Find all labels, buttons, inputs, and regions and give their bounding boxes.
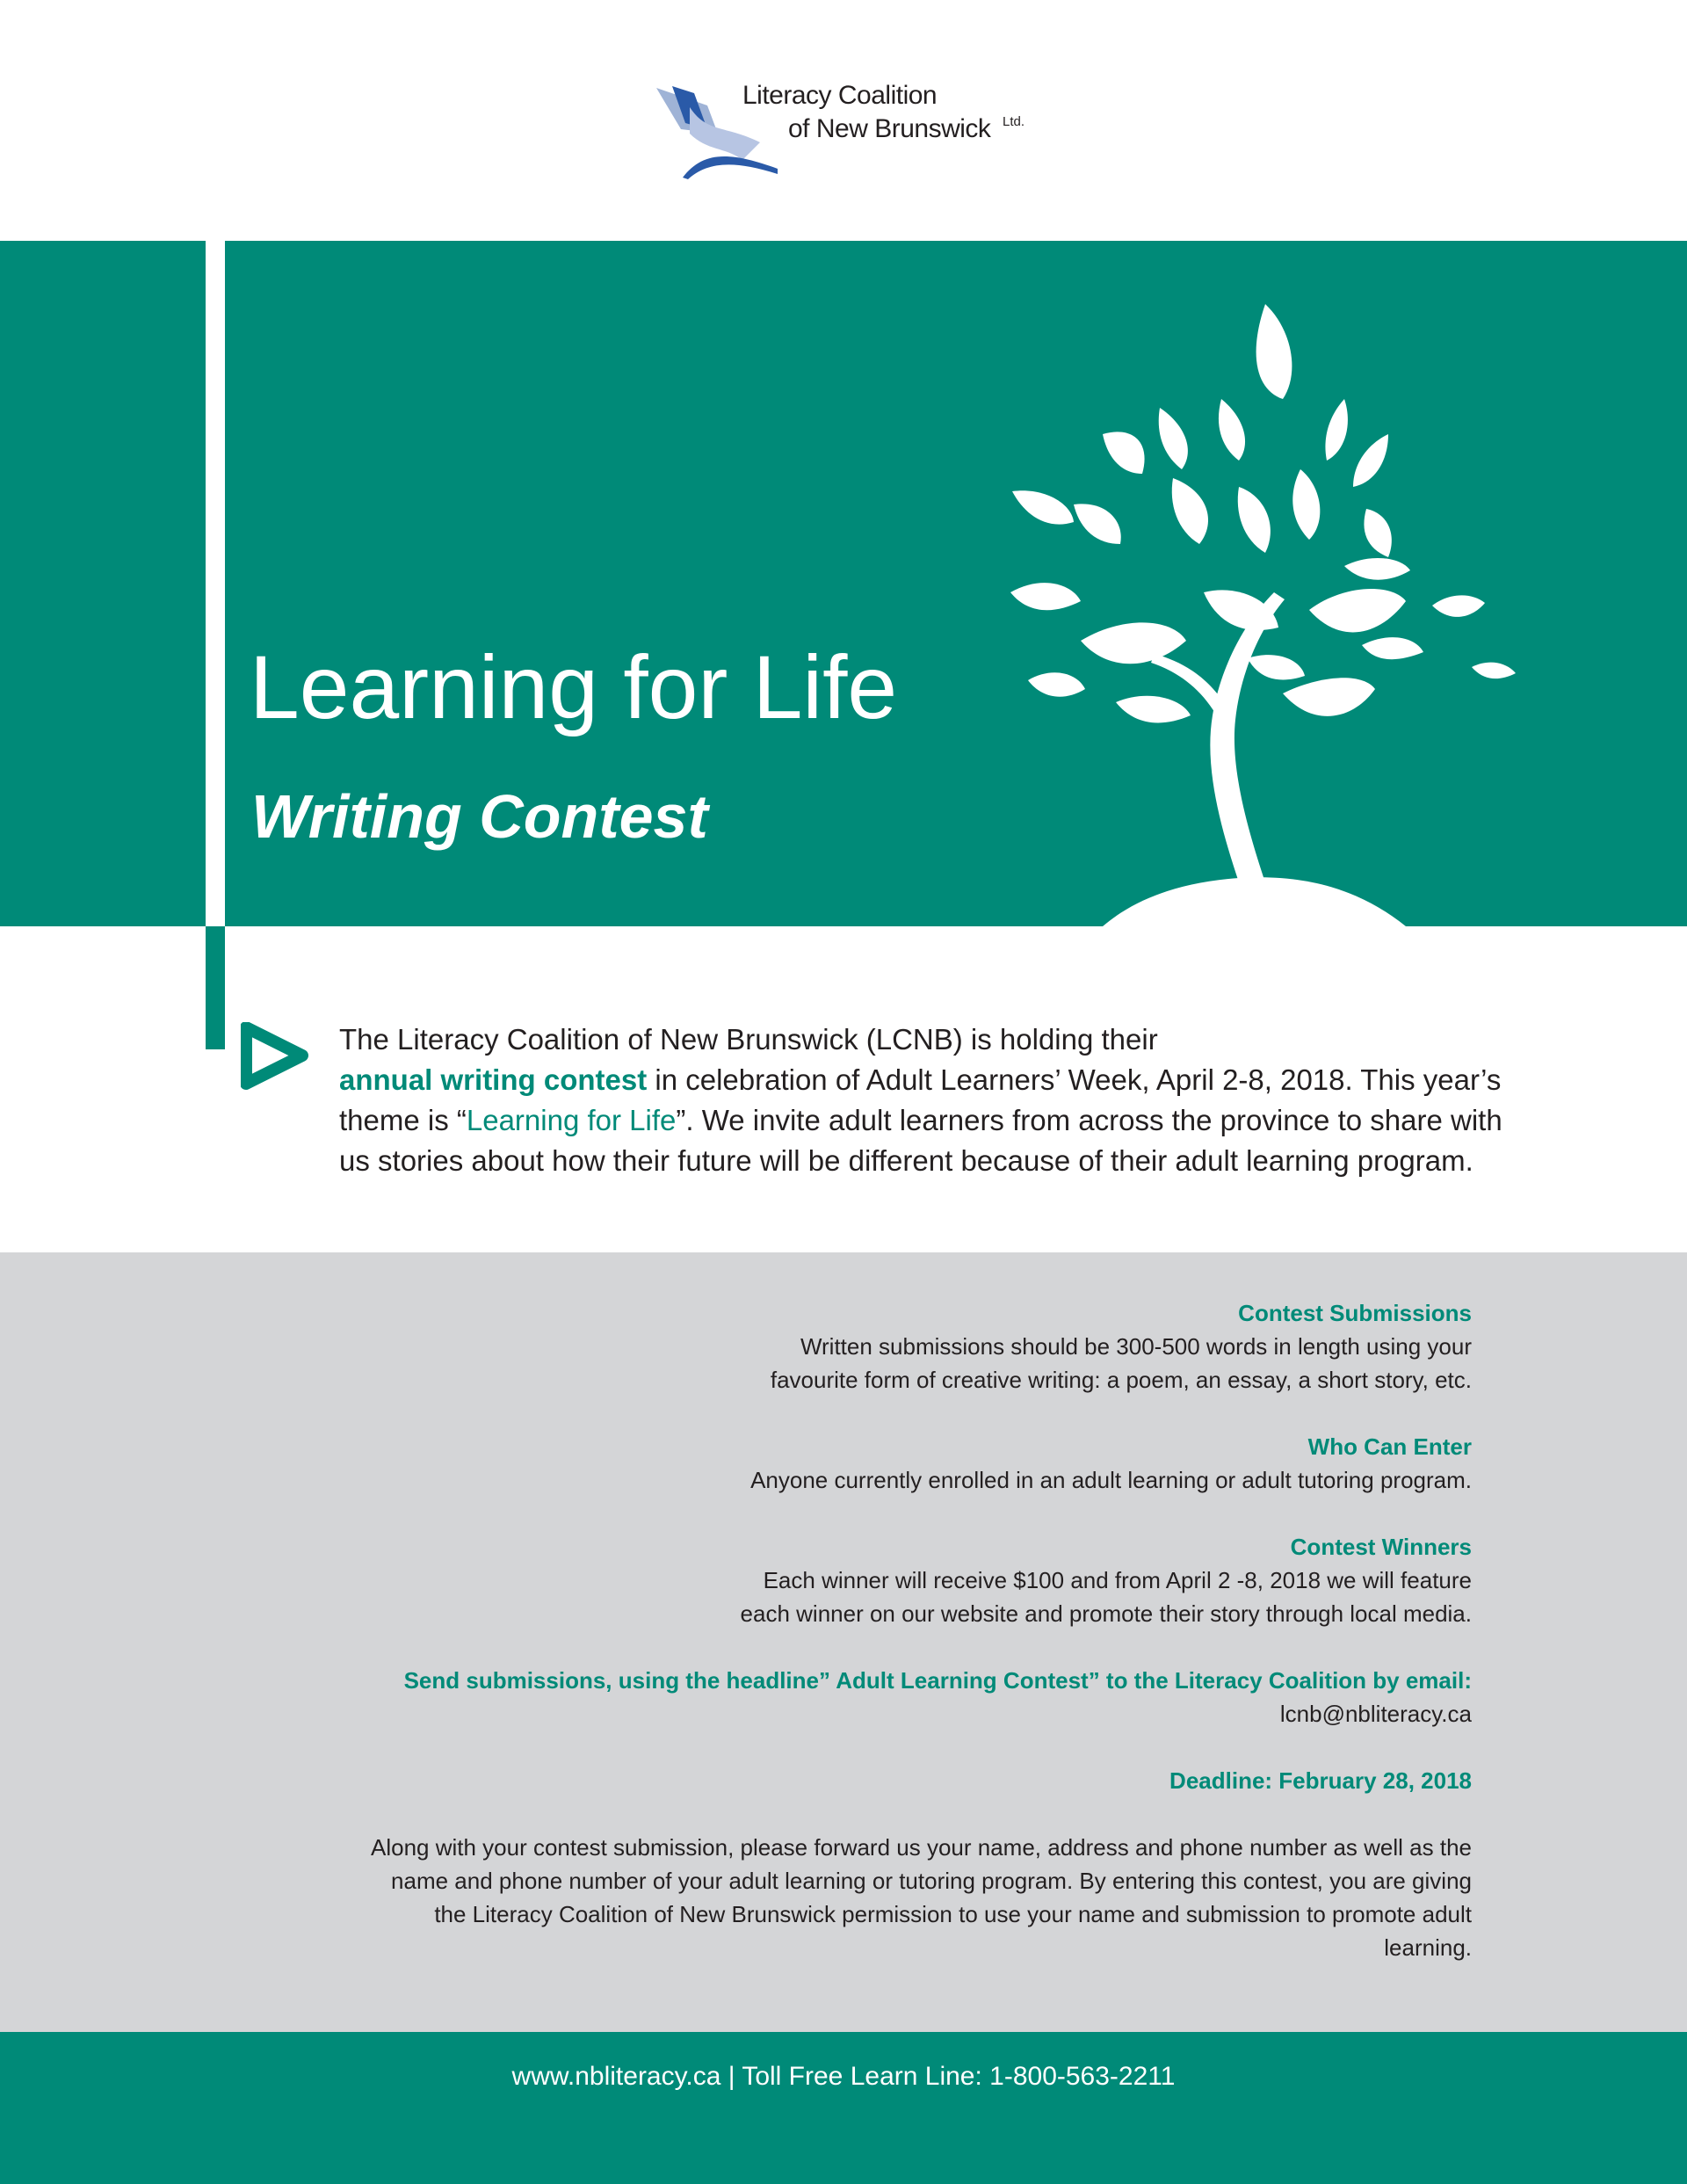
winners-line-1: Each winner will receive $100 and from April 2 -8, 2018 we will feature (763, 1567, 1472, 1593)
intro-highlight-theme: Learning for Life (466, 1104, 677, 1136)
logo-text-line1: Literacy Coalition (742, 81, 938, 110)
page-title: Learning for Life (250, 637, 898, 737)
tree-icon (975, 302, 1590, 926)
intro-text-1: The Literacy Coalition of New Brunswick (LCNB) is holding their (339, 1023, 1158, 1056)
who-text: Anyone currently enrolled in an adult learning or adult tutoring program. (750, 1467, 1472, 1493)
page-subtitle: Writing Contest (251, 782, 708, 851)
footer (0, 2032, 1687, 2184)
who-heading: Who Can Enter (1307, 1433, 1472, 1460)
hero-stripe (206, 241, 225, 926)
logo-text-line2: of New Brunswick (788, 114, 991, 143)
winners-line-2: each winner on our website and promote their story through local media. (740, 1600, 1472, 1627)
logo (655, 81, 1041, 186)
closing-line-2: name and phone number of your adult learning or tutoring program. By entering this contest, you are giving (391, 1868, 1472, 1894)
info-content (242, 1296, 1472, 1998)
play-arrow-icon (241, 1022, 311, 1092)
deadline-section (242, 1764, 1472, 1797)
intro-paragraph (339, 1019, 1517, 1181)
info-panel (0, 1252, 1687, 2032)
intro-text-3: ”. We invite adult learners from across the province to share with us stories about how their future will be different because of their adult learning program. (339, 1104, 1502, 1177)
deadline-heading: Deadline: February 28, 2018 (1169, 1767, 1472, 1794)
submissions-heading: Contest Submissions (1238, 1300, 1472, 1326)
closing-line-3: the Literacy Coalition of New Brunswick permission to use your name and submission to promote adult (434, 1901, 1472, 1927)
intro-highlight-contest: annual writing contest (339, 1063, 648, 1096)
submissions-section (242, 1296, 1472, 1397)
winners-heading: Contest Winners (1290, 1534, 1472, 1560)
closing-section (242, 1831, 1472, 1964)
winners-section (242, 1530, 1472, 1630)
send-section (242, 1664, 1472, 1731)
logo-ltd: Ltd. (1003, 114, 1025, 129)
accent-bar (206, 926, 225, 1049)
hero-banner (0, 241, 1687, 926)
send-heading: Send submissions, using the headline” Adult Learning Contest” to the Literacy Coalition by email: (403, 1667, 1472, 1694)
submissions-line-2: favourite form of creative writing: a poem, an essay, a short story, etc. (770, 1367, 1472, 1393)
who-section (242, 1430, 1472, 1497)
email-link[interactable]: lcnb@nbliteracy.ca (1279, 1701, 1472, 1727)
intro-text-2: in celebration of Adult Learners’ Week, April 2-8, 2018. This year’s theme is “ (339, 1063, 1502, 1136)
closing-line-4: learning. (1384, 1934, 1472, 1961)
submissions-line-1: Written submissions should be 300-500 words in length using your (800, 1333, 1472, 1360)
footer-contact[interactable]: www.nbliteracy.ca | Toll Free Learn Line: 1-800-563-2211 (511, 2062, 1176, 2091)
closing-line-1: Along with your contest submission, please forward us your name, address and phone number as well as the (370, 1834, 1472, 1861)
